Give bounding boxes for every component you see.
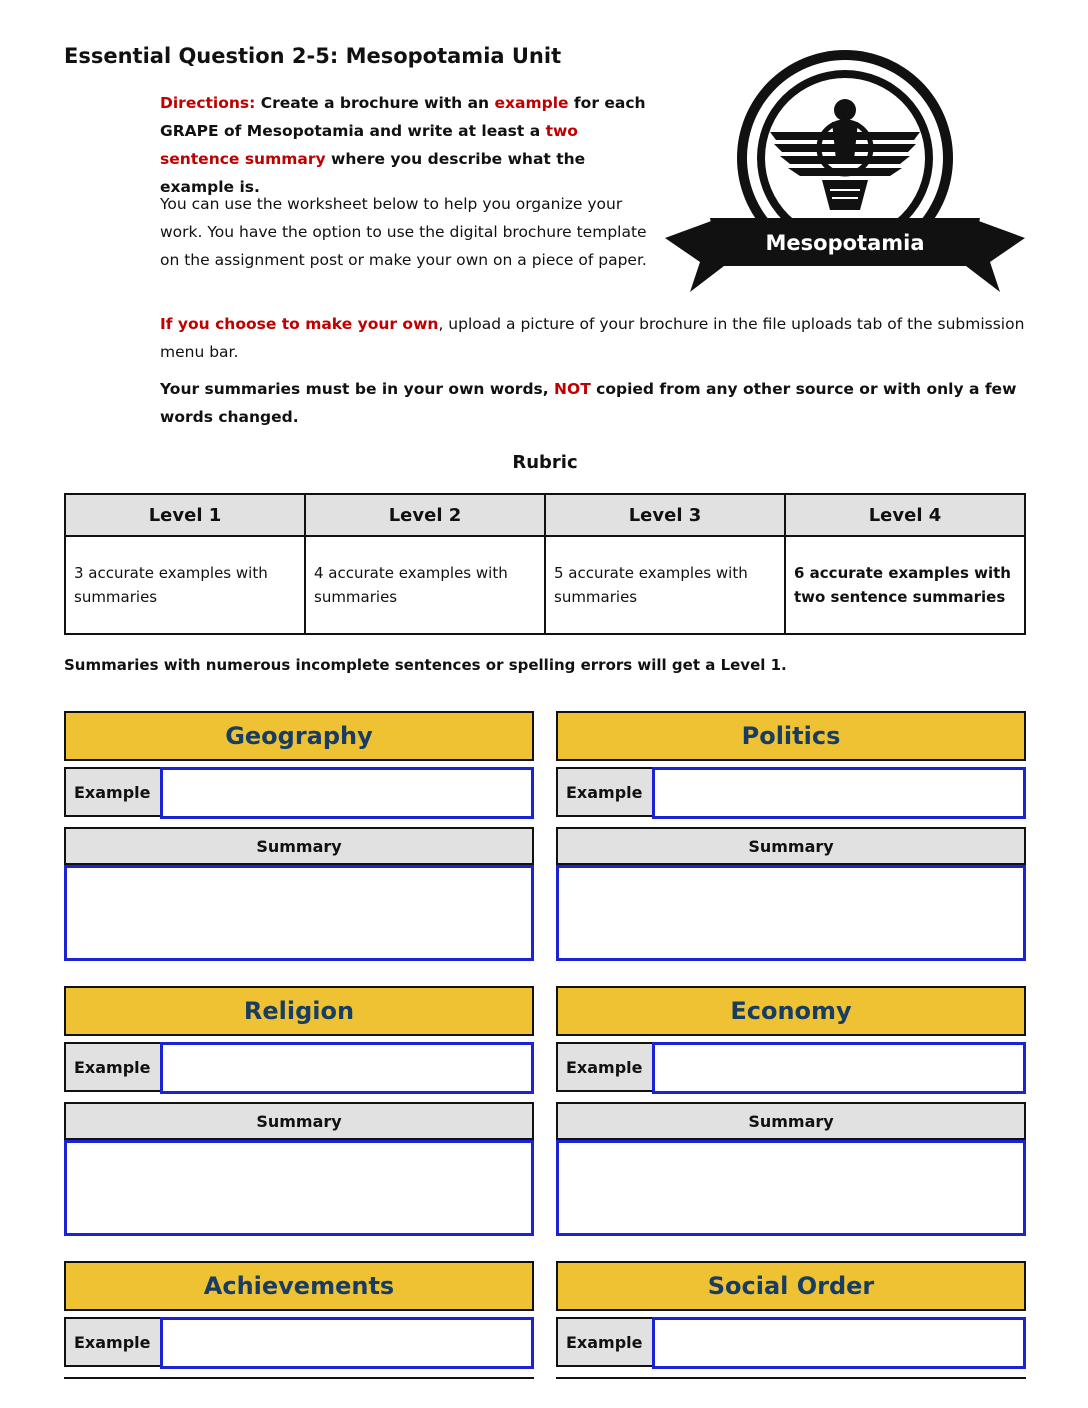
rubric-cell-level-2: 4 accurate examples with summaries [305, 536, 545, 634]
example-row [556, 1317, 1026, 1367]
logo-banner-text: Mesopotamia [765, 231, 925, 255]
summary-field[interactable] [556, 865, 1026, 961]
rubric-header-level-4: Level 4 [785, 494, 1025, 536]
example-row [556, 767, 1026, 817]
rubric-header-level-2: Level 2 [305, 494, 545, 536]
summary-header-edge [64, 1377, 534, 1379]
summary-label: Summary [64, 827, 534, 865]
card-title: Social Order [556, 1261, 1026, 1311]
example-row [64, 767, 534, 817]
summary-field[interactable] [556, 1140, 1026, 1236]
example-label: Example [64, 1042, 170, 1092]
card-economy [556, 986, 1026, 1236]
warning-part: copied from any other source or with only a few words changed. [160, 380, 1017, 426]
card-title: Achievements [64, 1261, 534, 1311]
directions-part: where you describe what the example is. [160, 150, 586, 196]
directions-example-word: example [494, 94, 569, 112]
example-label: Example [556, 1042, 662, 1092]
example-field[interactable] [652, 1042, 1026, 1094]
summary-label: Summary [556, 1102, 1026, 1140]
example-label: Example [64, 1317, 170, 1367]
example-row [64, 1317, 534, 1367]
rubric-cell-level-3: 5 accurate examples with summaries [545, 536, 785, 634]
rubric-cell-level-4: 6 accurate examples with two sentence summaries [785, 536, 1025, 634]
example-field[interactable] [160, 1042, 534, 1094]
upload-rest: , upload a picture of your brochure in the file uploads tab of the submission menu bar. [160, 315, 1025, 361]
warning-part: Your summaries must be in your own words, [160, 380, 555, 398]
example-field[interactable] [160, 1317, 534, 1369]
warning-not-word: NOT [554, 380, 591, 398]
summary-field[interactable] [64, 865, 534, 961]
example-field[interactable] [652, 1317, 1026, 1369]
own-words-warning [160, 375, 1040, 431]
upload-instructions [160, 310, 1040, 366]
example-row [556, 1042, 1026, 1092]
summary-label: Summary [556, 827, 1026, 865]
summary-header-edge [556, 1377, 1026, 1379]
summary-field[interactable] [64, 1140, 534, 1236]
example-label: Example [556, 1317, 662, 1367]
card-geography [64, 711, 534, 961]
card-title: Politics [556, 711, 1026, 761]
example-label: Example [64, 767, 170, 817]
directions-label: Directions: [160, 94, 256, 112]
card-achievements [64, 1261, 534, 1379]
grading-note: Summaries with numerous incomplete sentences or spelling errors will get a Level 1. [64, 656, 787, 674]
mesopotamia-logo [660, 40, 1030, 300]
example-row [64, 1042, 534, 1092]
card-politics [556, 711, 1026, 961]
card-social-order [556, 1261, 1026, 1379]
rubric-table [64, 493, 1026, 635]
rubric-header-level-3: Level 3 [545, 494, 785, 536]
worksheet-text: You can use the worksheet below to help you organize your work. You have the option to use the digital brochure template on the assignment post or make your own on a piece of paper. [160, 195, 647, 269]
rubric-header-level-1: Level 1 [65, 494, 305, 536]
example-field[interactable] [652, 767, 1026, 819]
summary-label: Summary [64, 1102, 534, 1140]
page-title: Essential Question 2-5: Mesopotamia Unit [64, 44, 562, 68]
card-title: Geography [64, 711, 534, 761]
rubric-title: Rubric [512, 452, 578, 473]
example-label: Example [556, 767, 662, 817]
card-title: Religion [64, 986, 534, 1036]
card-title: Economy [556, 986, 1026, 1036]
directions-part: Create a brochure with an [255, 94, 495, 112]
example-field[interactable] [160, 767, 534, 819]
directions-text [160, 89, 655, 201]
directions-part: for each GRAPE of Mesopotamia and write at least a [160, 94, 646, 140]
directions-summary-word: two sentence summary [160, 122, 578, 168]
rubric-cell-level-1: 3 accurate examples with summaries [65, 536, 305, 634]
card-religion [64, 986, 534, 1236]
upload-lead: If you choose to make your own [160, 315, 439, 333]
